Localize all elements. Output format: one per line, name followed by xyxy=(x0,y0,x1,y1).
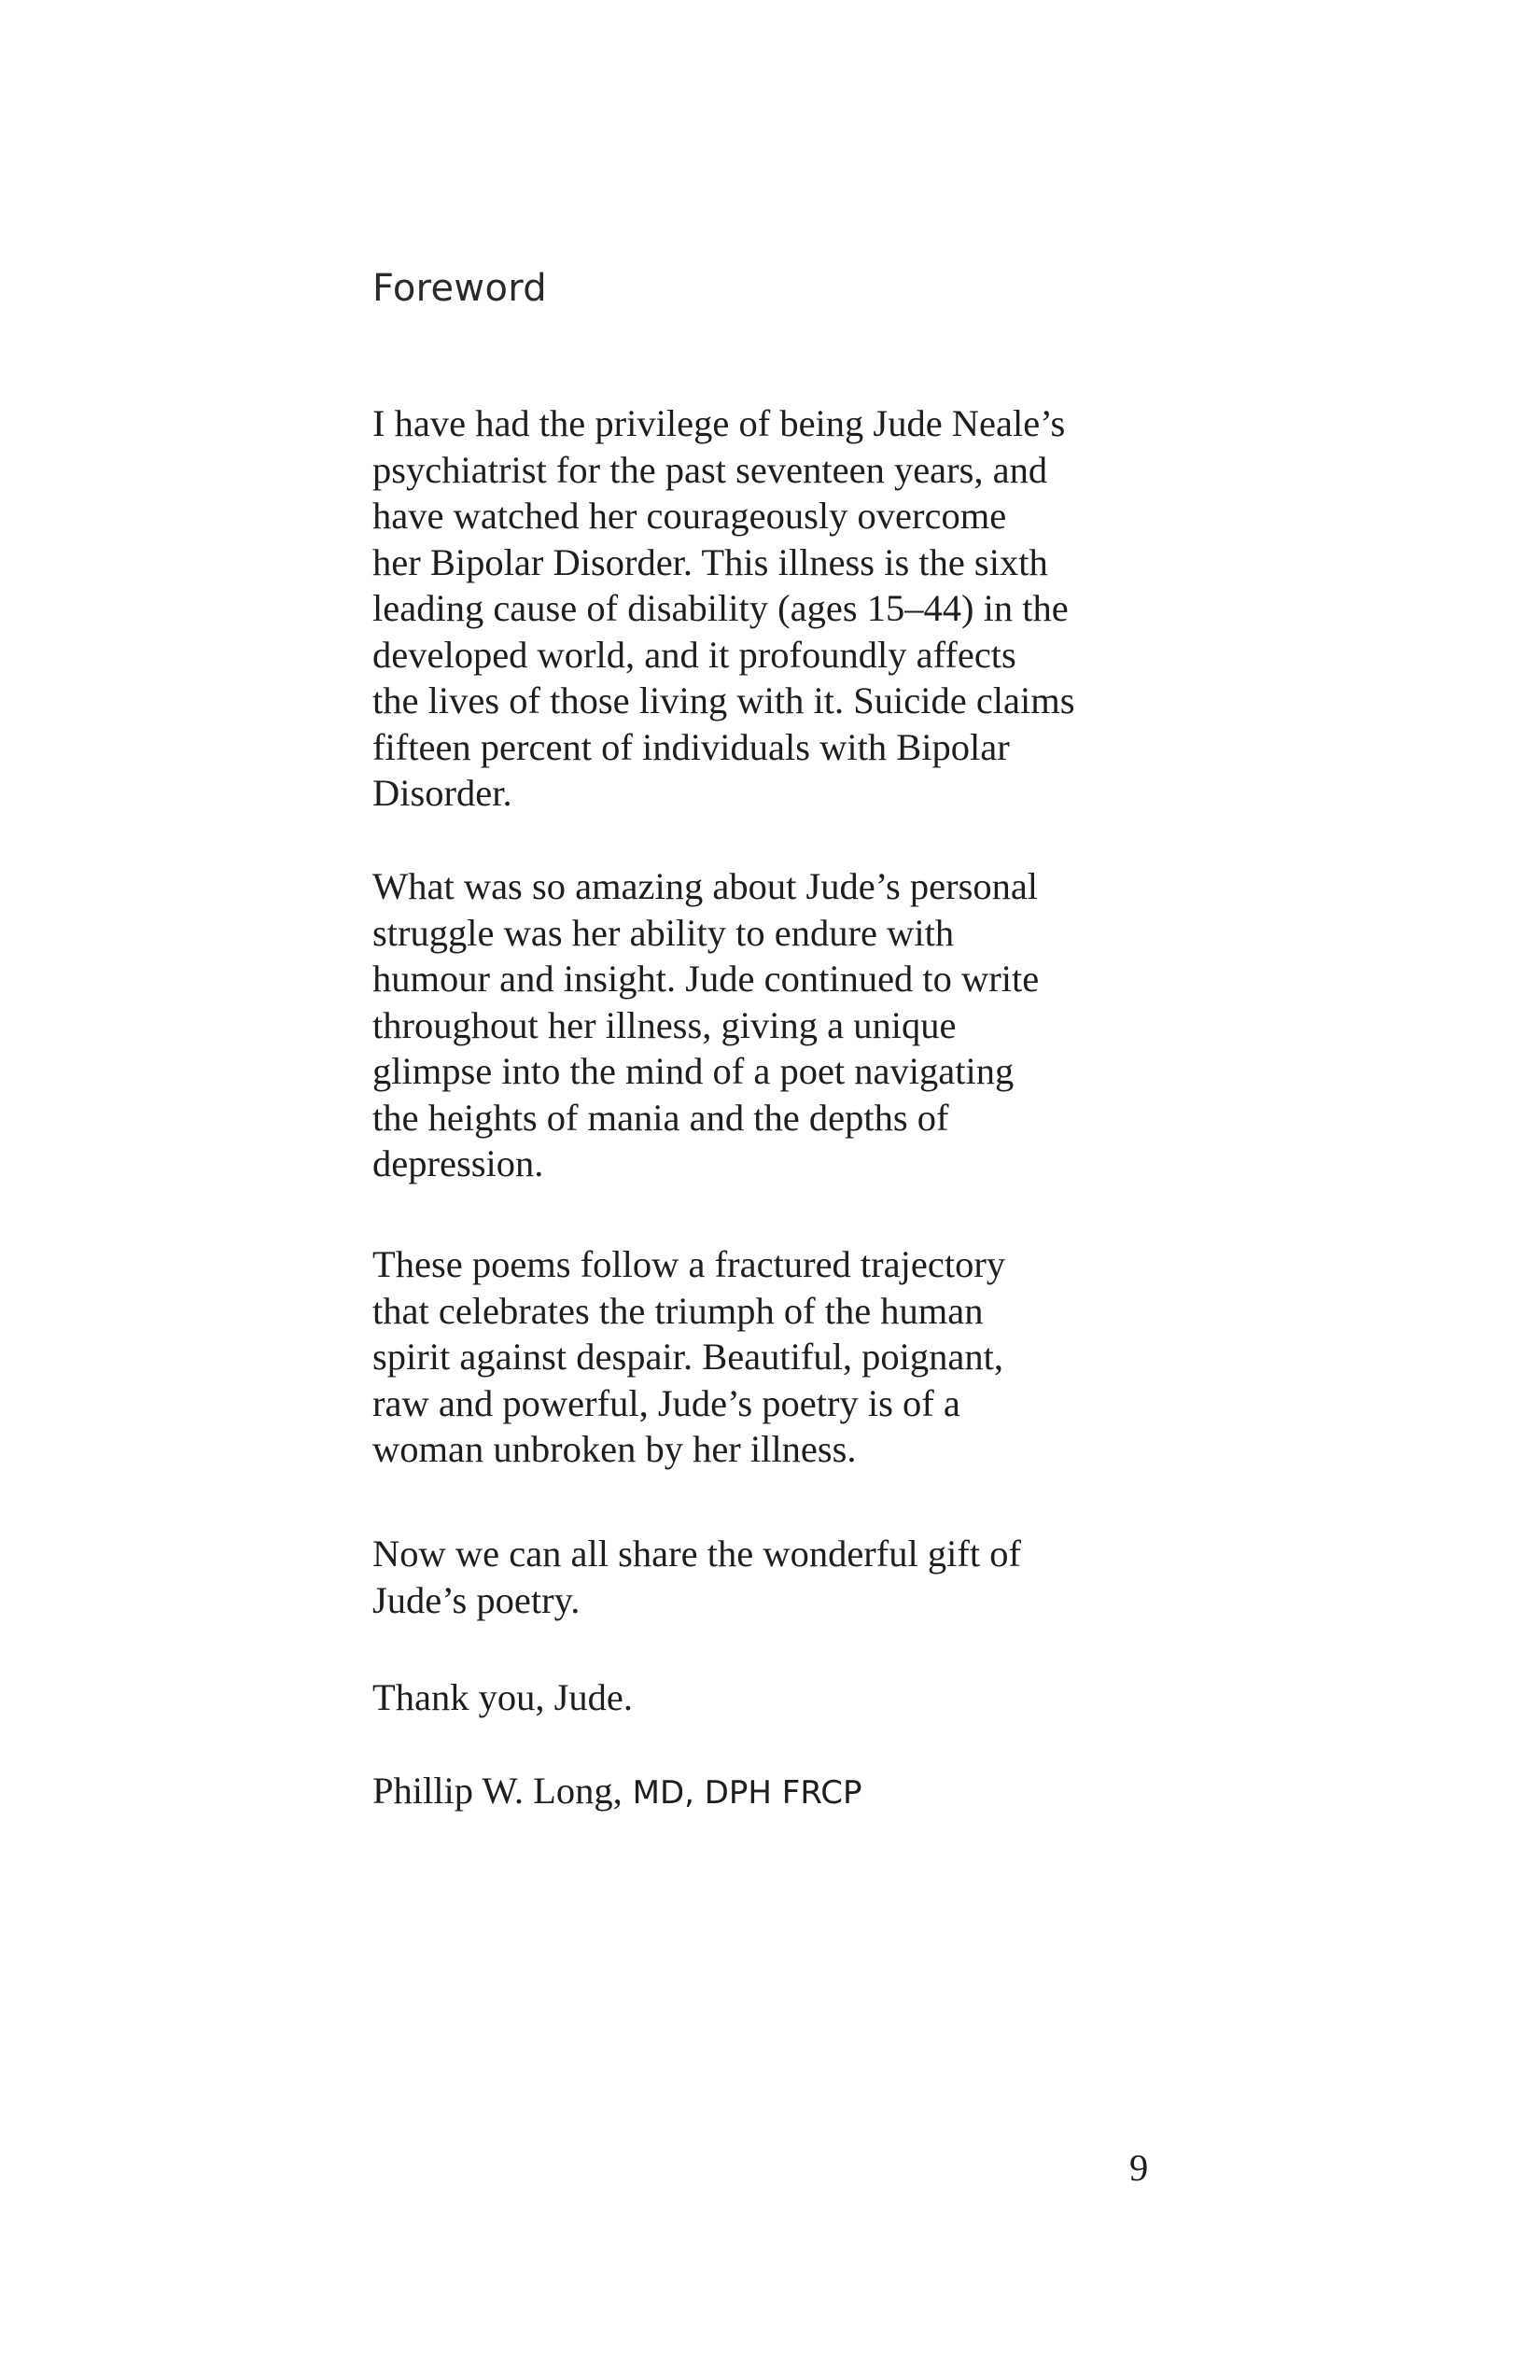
signature-credentials: MD, DPH FRCP xyxy=(622,1774,862,1812)
paragraph-4 xyxy=(372,1531,1021,1623)
paragraph-line: developed world, and it profoundly affects xyxy=(372,633,1016,676)
signature-name: Phillip W. Long, xyxy=(372,1770,623,1812)
paragraph-line: humour and insight. Jude continued to write xyxy=(372,958,1040,1000)
paragraph-1 xyxy=(372,400,1075,817)
paragraph-line: the lives of those living with it. Suicide claims xyxy=(372,679,1075,721)
paragraph-line: woman unbroken by her illness. xyxy=(372,1428,857,1470)
paragraph-line: raw and powerful, Jude’s poetry is of a xyxy=(372,1381,960,1424)
paragraph-line: Now we can all share the wonderful gift of xyxy=(372,1533,1022,1575)
paragraph-line: These poems follow a fractured trajectory xyxy=(372,1243,1006,1285)
paragraph-line: glimpse into the mind of a poet navigating xyxy=(372,1050,1015,1092)
foreword-heading: Foreword xyxy=(372,267,547,310)
page-number: 9 xyxy=(1129,2147,1149,2189)
paragraph-line: Disorder. xyxy=(372,772,512,814)
paragraph-line: leading cause of disability (ages 15–44) in the xyxy=(372,587,1069,629)
paragraph-line: What was so amazing about Jude’s personal xyxy=(372,865,1039,907)
paragraph-2 xyxy=(372,863,1039,1187)
paragraph-line: struggle was her ability to endure with xyxy=(372,911,955,954)
paragraph-3 xyxy=(372,1241,1005,1473)
paragraph-line: fifteen percent of individuals with Bipolar xyxy=(372,725,1010,768)
paragraph-line: depression. xyxy=(372,1142,544,1184)
paragraph-line: that celebrates the triumph of the human xyxy=(372,1289,984,1332)
paragraph-line: Jude’s poetry. xyxy=(372,1578,581,1621)
paragraph-line: spirit against despair. Beautiful, poignant, xyxy=(372,1336,1004,1378)
paragraph-line: have watched her courageously overcome xyxy=(372,495,1007,537)
paragraph-line: throughout her illness, giving a unique xyxy=(372,1003,957,1046)
paragraph-line: I have had the privilege of being Jude Neale’s xyxy=(372,402,1066,444)
paragraph-line: her Bipolar Disorder. This illness is the sixth xyxy=(372,540,1048,583)
signature xyxy=(372,1768,862,1817)
paragraph-line: psychiatrist for the past seventeen years, and xyxy=(372,448,1048,491)
paragraph-5 xyxy=(372,1674,633,1721)
paragraph-line: the heights of mania and the depths of xyxy=(372,1096,949,1139)
paragraph-line: Thank you, Jude. xyxy=(372,1676,633,1718)
